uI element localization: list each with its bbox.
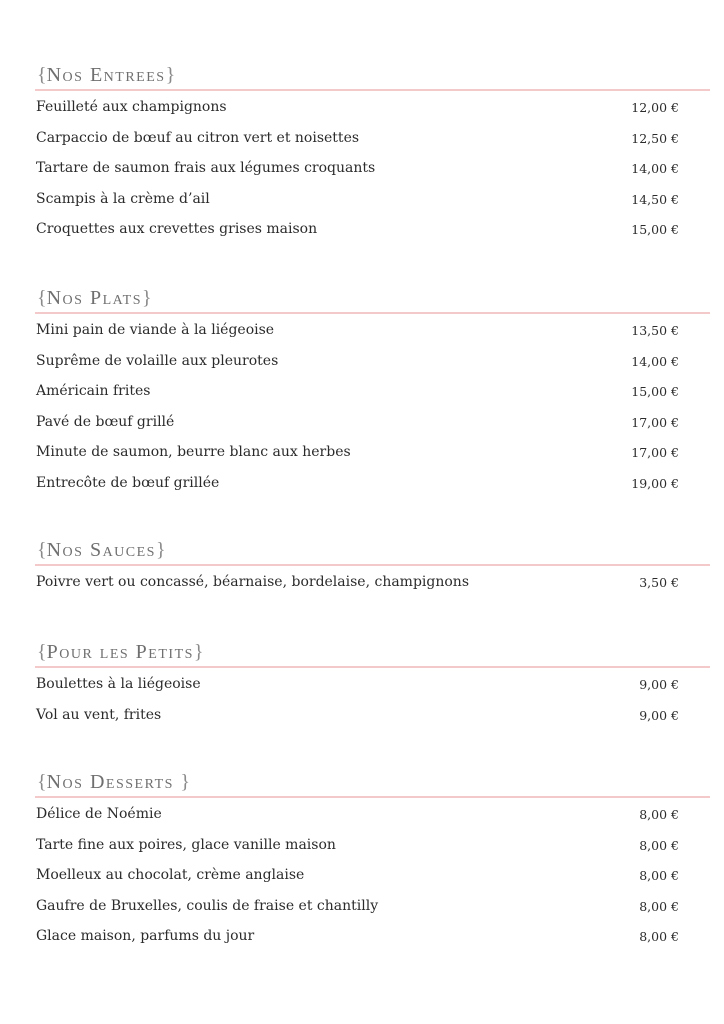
item-name: Carpaccio de bœuf au citron vert et noisettes <box>36 129 360 146</box>
open-brace: { <box>37 641 47 663</box>
menu-item <box>35 863 710 894</box>
section-title <box>35 62 710 88</box>
item-name: Feuilleté aux champignons <box>36 99 227 115</box>
close-brace: } <box>155 539 166 561</box>
item-list <box>35 672 710 733</box>
menu-item <box>35 833 710 864</box>
close-brace: } <box>180 771 191 793</box>
item-price: 13,50 € <box>631 323 679 338</box>
section-entrees <box>35 62 710 248</box>
menu-item <box>35 379 710 410</box>
section-title <box>35 285 710 311</box>
section-plats <box>35 285 710 501</box>
item-price: 8,00 € <box>639 837 679 853</box>
open-brace: { <box>37 287 47 309</box>
item-name: Glace maison, parfums du jour <box>36 928 255 944</box>
section-divider <box>35 89 710 91</box>
item-price: 15,00 € <box>631 384 679 399</box>
section-title-text: Nos Desserts <box>46 771 181 793</box>
menu-item <box>35 95 710 126</box>
item-name: Poivre vert ou concassé, béarnaise, bordelaise, champignons <box>36 574 470 590</box>
item-name: Vol au vent, frites <box>36 706 162 723</box>
open-brace: { <box>37 771 47 793</box>
menu-item <box>35 187 710 218</box>
menu-item <box>35 471 710 502</box>
item-price: 8,00 € <box>639 898 679 914</box>
menu-item <box>35 703 710 734</box>
menu-item <box>35 410 710 441</box>
item-name: Délice de Noémie <box>36 806 162 822</box>
item-name: Tarte fine aux poires, glace vanille maison <box>36 836 336 853</box>
close-brace: } <box>142 287 152 309</box>
section-divider <box>35 796 710 798</box>
menu-item <box>35 440 710 471</box>
item-price: 9,00 € <box>639 677 679 692</box>
item-name: Scampis à la crème d’ail <box>36 190 210 207</box>
open-brace: { <box>37 539 47 561</box>
item-name: Minute de saumon, beurre blanc aux herbes <box>36 444 351 460</box>
section-sauces <box>35 537 710 601</box>
item-list <box>35 318 710 501</box>
menu-item <box>35 570 710 601</box>
item-name: Pavé de bœuf grillé <box>36 413 175 430</box>
item-name: Entrecôte de bœuf grillée <box>36 474 220 491</box>
item-list <box>35 95 710 248</box>
section-divider <box>35 666 710 668</box>
item-name: Moelleux au chocolat, crème anglaise <box>36 867 305 883</box>
item-price: 12,50 € <box>631 130 679 146</box>
item-price: 14,00 € <box>631 161 679 176</box>
menu-item <box>35 672 710 703</box>
section-divider <box>35 312 710 314</box>
open-brace: { <box>37 64 47 86</box>
menu-item <box>35 894 710 925</box>
item-price: 9,00 € <box>639 707 679 723</box>
item-name: Américain frites <box>36 383 151 399</box>
item-price: 3,50 € <box>639 575 679 590</box>
section-title <box>35 639 710 665</box>
menu-item <box>35 349 710 380</box>
menu-item <box>35 156 710 187</box>
item-price: 14,50 € <box>631 191 679 207</box>
close-brace: } <box>193 641 204 663</box>
section-title-text: Nos Entrees <box>46 64 166 86</box>
item-name: Tartare de saumon frais aux légumes croquants <box>36 160 376 176</box>
item-price: 8,00 € <box>639 807 679 822</box>
section-title <box>35 769 710 795</box>
item-price: 8,00 € <box>639 929 679 944</box>
item-name: Suprême de volaille aux pleurotes <box>36 352 279 369</box>
item-price: 15,00 € <box>631 222 679 237</box>
item-list <box>35 802 710 955</box>
item-list <box>35 570 710 601</box>
section-divider <box>35 564 710 566</box>
menu-item <box>35 318 710 349</box>
section-title <box>35 537 710 563</box>
section-title-text: Nos Plats <box>46 287 143 309</box>
section-desserts <box>35 769 710 955</box>
menu-item <box>35 126 710 157</box>
item-name: Boulettes à la liégeoise <box>36 676 201 692</box>
menu-item <box>35 924 710 955</box>
item-price: 17,00 € <box>631 414 679 430</box>
item-name: Croquettes aux crevettes grises maison <box>36 221 318 237</box>
item-name: Gaufre de Bruxelles, coulis de fraise et chantilly <box>36 897 379 914</box>
item-price: 17,00 € <box>631 445 679 460</box>
item-price: 12,00 € <box>631 100 679 115</box>
menu-item <box>35 217 710 248</box>
menu-item <box>35 802 710 833</box>
item-price: 19,00 € <box>631 475 679 491</box>
section-pour-les-petits <box>35 639 710 733</box>
close-brace: } <box>165 64 176 86</box>
item-name: Mini pain de viande à la liégeoise <box>36 322 275 338</box>
item-price: 14,00 € <box>631 353 679 369</box>
section-title-text: Pour les Petits <box>46 641 194 663</box>
item-price: 8,00 € <box>639 868 679 883</box>
section-title-text: Nos Sauces <box>46 539 156 561</box>
